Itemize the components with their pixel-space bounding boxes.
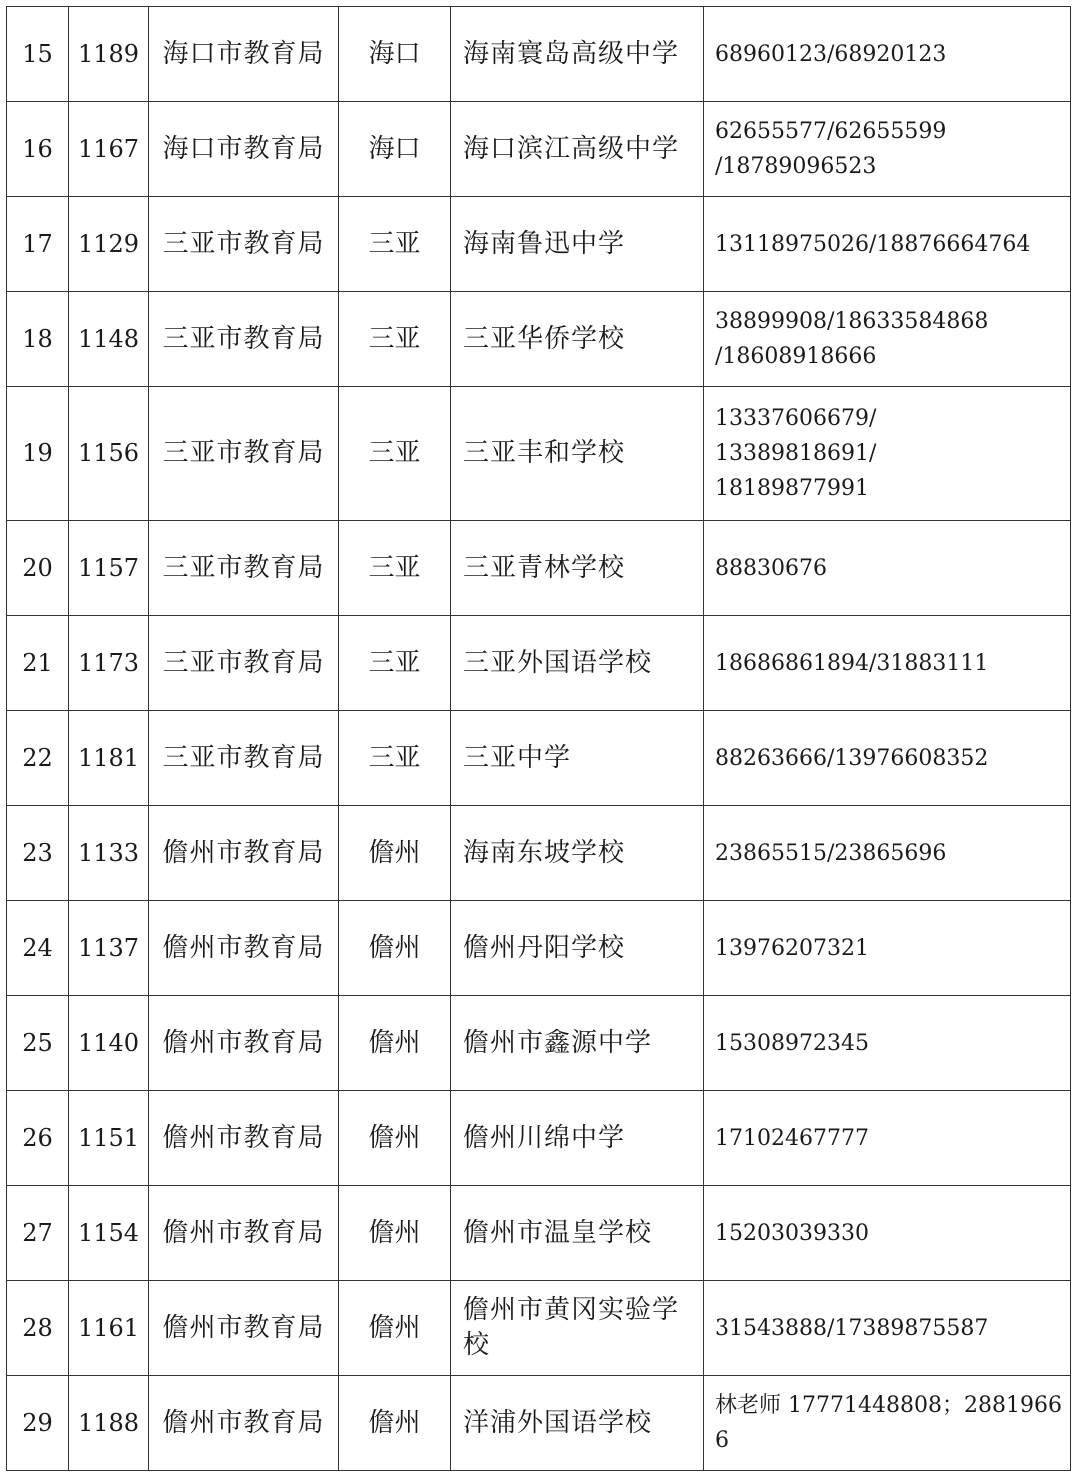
contact-phone: 88263666/13976608352 [704,711,1071,806]
school-code: 1157 [69,521,149,616]
school-code: 1189 [69,7,149,102]
school-code: 1129 [69,197,149,292]
school-code: 1133 [69,806,149,901]
school-name: 海南寰岛高级中学 [451,7,704,102]
region: 三亚 [339,616,451,711]
table-row [7,806,1071,901]
contact-phone: 62655577/62655599 /18789096523 [704,102,1071,197]
row-index: 22 [7,711,69,806]
region: 三亚 [339,292,451,387]
table-row [7,521,1071,616]
contact-phone: 13976207321 [704,901,1071,996]
school-contact-table-wrapper [6,6,1070,1471]
region: 儋州 [339,1091,451,1186]
education-bureau: 海口市教育局 [149,102,339,197]
region: 三亚 [339,387,451,521]
school-code: 1156 [69,387,149,521]
school-contact-table [6,6,1071,1471]
table-row [7,102,1071,197]
education-bureau: 三亚市教育局 [149,292,339,387]
school-name: 儋州市温皇学校 [451,1186,704,1281]
education-bureau: 三亚市教育局 [149,616,339,711]
contact-phone: 18686861894/31883111 [704,616,1071,711]
education-bureau: 三亚市教育局 [149,711,339,806]
row-index: 28 [7,1281,69,1376]
table-row [7,711,1071,806]
contact-phone: 15308972345 [704,996,1071,1091]
school-name: 儋州市黄冈实验学 校 [451,1281,704,1376]
row-index: 20 [7,521,69,616]
table-row [7,996,1071,1091]
education-bureau: 海口市教育局 [149,7,339,102]
school-code: 1148 [69,292,149,387]
school-name: 三亚丰和学校 [451,387,704,521]
region: 儋州 [339,806,451,901]
row-index: 18 [7,292,69,387]
row-index: 27 [7,1186,69,1281]
table-row [7,901,1071,996]
education-bureau: 三亚市教育局 [149,521,339,616]
row-index: 16 [7,102,69,197]
table-row [7,1091,1071,1186]
region: 儋州 [339,901,451,996]
school-code: 1188 [69,1376,149,1471]
row-index: 23 [7,806,69,901]
contact-phone: 13337606679/ 13389818691/ 18189877991 [704,387,1071,521]
region: 儋州 [339,1186,451,1281]
school-code: 1181 [69,711,149,806]
school-code: 1167 [69,102,149,197]
education-bureau: 儋州市教育局 [149,1186,339,1281]
education-bureau: 儋州市教育局 [149,996,339,1091]
school-name: 海口滨江高级中学 [451,102,704,197]
school-name: 三亚华侨学校 [451,292,704,387]
contact-phone: 林老师 17771448808；28819666 [704,1376,1071,1471]
table-row [7,7,1071,102]
school-code: 1137 [69,901,149,996]
contact-phone: 17102467777 [704,1091,1071,1186]
education-bureau: 儋州市教育局 [149,806,339,901]
school-name: 儋州川绵中学 [451,1091,704,1186]
education-bureau: 儋州市教育局 [149,901,339,996]
school-code: 1151 [69,1091,149,1186]
school-name: 儋州市鑫源中学 [451,996,704,1091]
row-index: 25 [7,996,69,1091]
region: 海口 [339,7,451,102]
table-row [7,387,1071,521]
region: 三亚 [339,521,451,616]
region: 儋州 [339,1376,451,1471]
school-name: 洋浦外国语学校 [451,1376,704,1471]
contact-phone: 23865515/23865696 [704,806,1071,901]
contact-phone: 68960123/68920123 [704,7,1071,102]
row-index: 26 [7,1091,69,1186]
education-bureau: 三亚市教育局 [149,197,339,292]
education-bureau: 三亚市教育局 [149,387,339,521]
school-name: 儋州丹阳学校 [451,901,704,996]
contact-phone: 13118975026/18876664764 [704,197,1071,292]
row-index: 19 [7,387,69,521]
row-index: 29 [7,1376,69,1471]
contact-phone: 88830676 [704,521,1071,616]
table-row [7,616,1071,711]
region: 儋州 [339,996,451,1091]
table-row [7,1281,1071,1376]
row-index: 17 [7,197,69,292]
education-bureau: 儋州市教育局 [149,1091,339,1186]
region: 三亚 [339,197,451,292]
row-index: 15 [7,7,69,102]
school-code: 1173 [69,616,149,711]
school-name: 海南东坡学校 [451,806,704,901]
education-bureau: 儋州市教育局 [149,1281,339,1376]
contact-phone: 31543888/17389875587 [704,1281,1071,1376]
school-name: 海南鲁迅中学 [451,197,704,292]
school-code: 1154 [69,1186,149,1281]
row-index: 24 [7,901,69,996]
region: 儋州 [339,1281,451,1376]
school-code: 1161 [69,1281,149,1376]
table-row [7,1376,1071,1471]
table-row [7,1186,1071,1281]
school-name: 三亚外国语学校 [451,616,704,711]
school-name: 三亚青林学校 [451,521,704,616]
region: 海口 [339,102,451,197]
school-name: 三亚中学 [451,711,704,806]
school-code: 1140 [69,996,149,1091]
contact-phone: 38899908/18633584868 /18608918666 [704,292,1071,387]
row-index: 21 [7,616,69,711]
table-row [7,197,1071,292]
table-row [7,292,1071,387]
contact-phone: 15203039330 [704,1186,1071,1281]
education-bureau: 儋州市教育局 [149,1376,339,1471]
region: 三亚 [339,711,451,806]
